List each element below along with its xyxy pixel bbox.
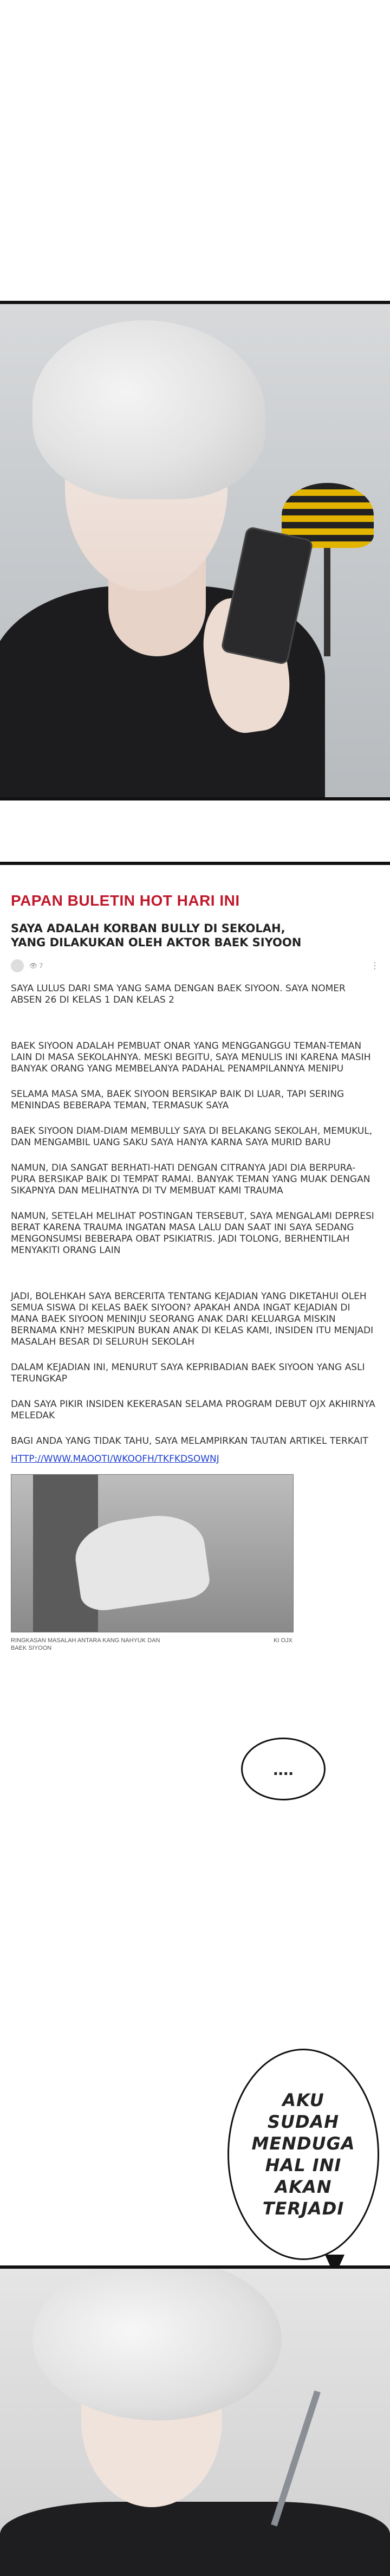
white-hair-illustration — [32, 320, 265, 499]
bulletin-header: PAPAN BULETIN HOT HARI INI — [11, 892, 240, 909]
view-count: 👁 7 — [29, 962, 43, 970]
post-title-line-2: YANG DILAKUKAN OLEH AKTOR BAEK SIYOON — [11, 936, 302, 949]
post-meta — [11, 959, 379, 972]
post-paragraph: BAGI ANDA YANG TIDAK TAHU, SAYA MELAMPIRKAN TAUTAN ARTIKEL TERKAIT — [11, 1436, 368, 1447]
bulletin-post — [11, 892, 379, 1652]
post-title-line-1: SAYA ADALAH KORBAN BULLY DI SEKOLAH, — [11, 922, 285, 935]
article-link[interactable]: HTTP://WWW.MAOOTI/WKOOFH/TKFKDSOWNJ — [11, 1454, 219, 1464]
more-options-icon[interactable]: ⋮ — [370, 961, 379, 971]
panel-character-closeup — [0, 2265, 390, 2576]
avatar[interactable] — [11, 959, 24, 972]
image-caption-tag: KI OJX — [274, 1637, 292, 1644]
post-paragraph: SAYA LULUS DARI SMA YANG SAMA DENGAN BAEK SIYOON. SAYA NOMER ABSEN 26 DI KELAS 1 DAN KELAS 2 — [11, 983, 346, 1005]
white-hair-illustration — [32, 2265, 282, 2420]
ellipsis-speech-bubble: .... — [241, 1738, 326, 1800]
attached-news-image[interactable] — [11, 1474, 294, 1632]
panel-selfie — [0, 301, 390, 800]
image-caption: RINGKASAN MASALAH ANTARA KANG NAHYUK DAN BAEK SIYOON — [11, 1637, 160, 1651]
post-paragraph: SELAMA MASA SMA, BAEK SIYOON BERSIKAP BAIK DI LUAR, TAPI SERING MENINDAS BEBERAPA TEMAN, TERMASUK SAYA — [11, 1089, 344, 1111]
post-paragraph: NAMUN, DIA SANGAT BERHATI-HATI DENGAN CITRANYA JADI DIA BERPURA-PURA BERSIKAP BAIK DI TEMPAT RAMAI. BANYAK TEMAN YANG MUAK DENGAN SIKAPNYA DAN MELIHATNYA DI TV MEMBUAT KAMI TRAUMA — [11, 1163, 370, 1196]
post-paragraph: DAN SAYA PIKIR INSIDEN KEKERASAN SELAMA PROGRAM DEBUT OJX AKHIRNYA MELEDAK — [11, 1399, 375, 1421]
post-paragraph: JADI, BOLEHKAH SAYA BERCERITA TENTANG KEJADIAN YANG DIKETAHUI OLEH SEMUA SISWA DI KELAS BAEK SIYOON? APAKAH ANDA INGAT KEJADIAN DI MANA BAEK SIYOON MENINJU SEORANG ANAK DARI KELUARGA MISKIN BERNAMA KNH? MESKIPUN BUKAN ANAK DI KELAS KAMI, INSIDEN ITU MENJADI MASALAH BESAR DI SELURUH SEKOLAH — [11, 1291, 374, 1347]
post-paragraph: BAEK SIYOON DIAM-DIAM MEMBULLY SAYA DI BELAKANG SEKOLAH, MEMUKUL, DAN MENGAMBIL UANG SAKU SAYA HANYA KARNA SAYA MURID BARU — [11, 1126, 373, 1148]
panel-bulletin — [0, 862, 390, 1911]
post-paragraph: BAEK SIYOON ADALAH PEMBUAT ONAR YANG MENGGANGGU TEMAN-TEMAN LAIN DI MASA SEKOLAHNYA. MESKI BEGITU, SAYA MENULIS INI KARENA MASIH BANYAK ORANG YANG MEMBELANYA PADAHAL PENAMPILANNYA MENIPU — [11, 1041, 371, 1074]
post-title — [11, 921, 379, 950]
black-shirt-illustration — [0, 2502, 390, 2576]
post-paragraph: NAMUN, SETELAH MELIHAT POSTINGAN TERSEBUT, SAYA MENGALAMI DEPRESI BERAT KARENA TRAUMA INGATAN MASA LALU DAN SAAT INI SAYA SEDANG MENGONSUMSI BEBERAPA OBAT PSIKIATRIS. JADI TOLONG, BERHENTILAH MENYAKITI ORANG LAIN — [11, 1211, 374, 1256]
speech-bubble-text: AKU SUDAH MENDUGA HAL INI AKAN TERJADI — [251, 2090, 355, 2219]
lamp-stand-illustration — [324, 548, 330, 656]
speech-bubble — [227, 2049, 379, 2260]
post-paragraph: DALAM KEJADIAN INI, MENURUT SAYA KEPRIBADIAN BAEK SIYOON YANG ASLI TERUNGKAP — [11, 1362, 365, 1384]
image-caption-row — [11, 1637, 292, 1652]
